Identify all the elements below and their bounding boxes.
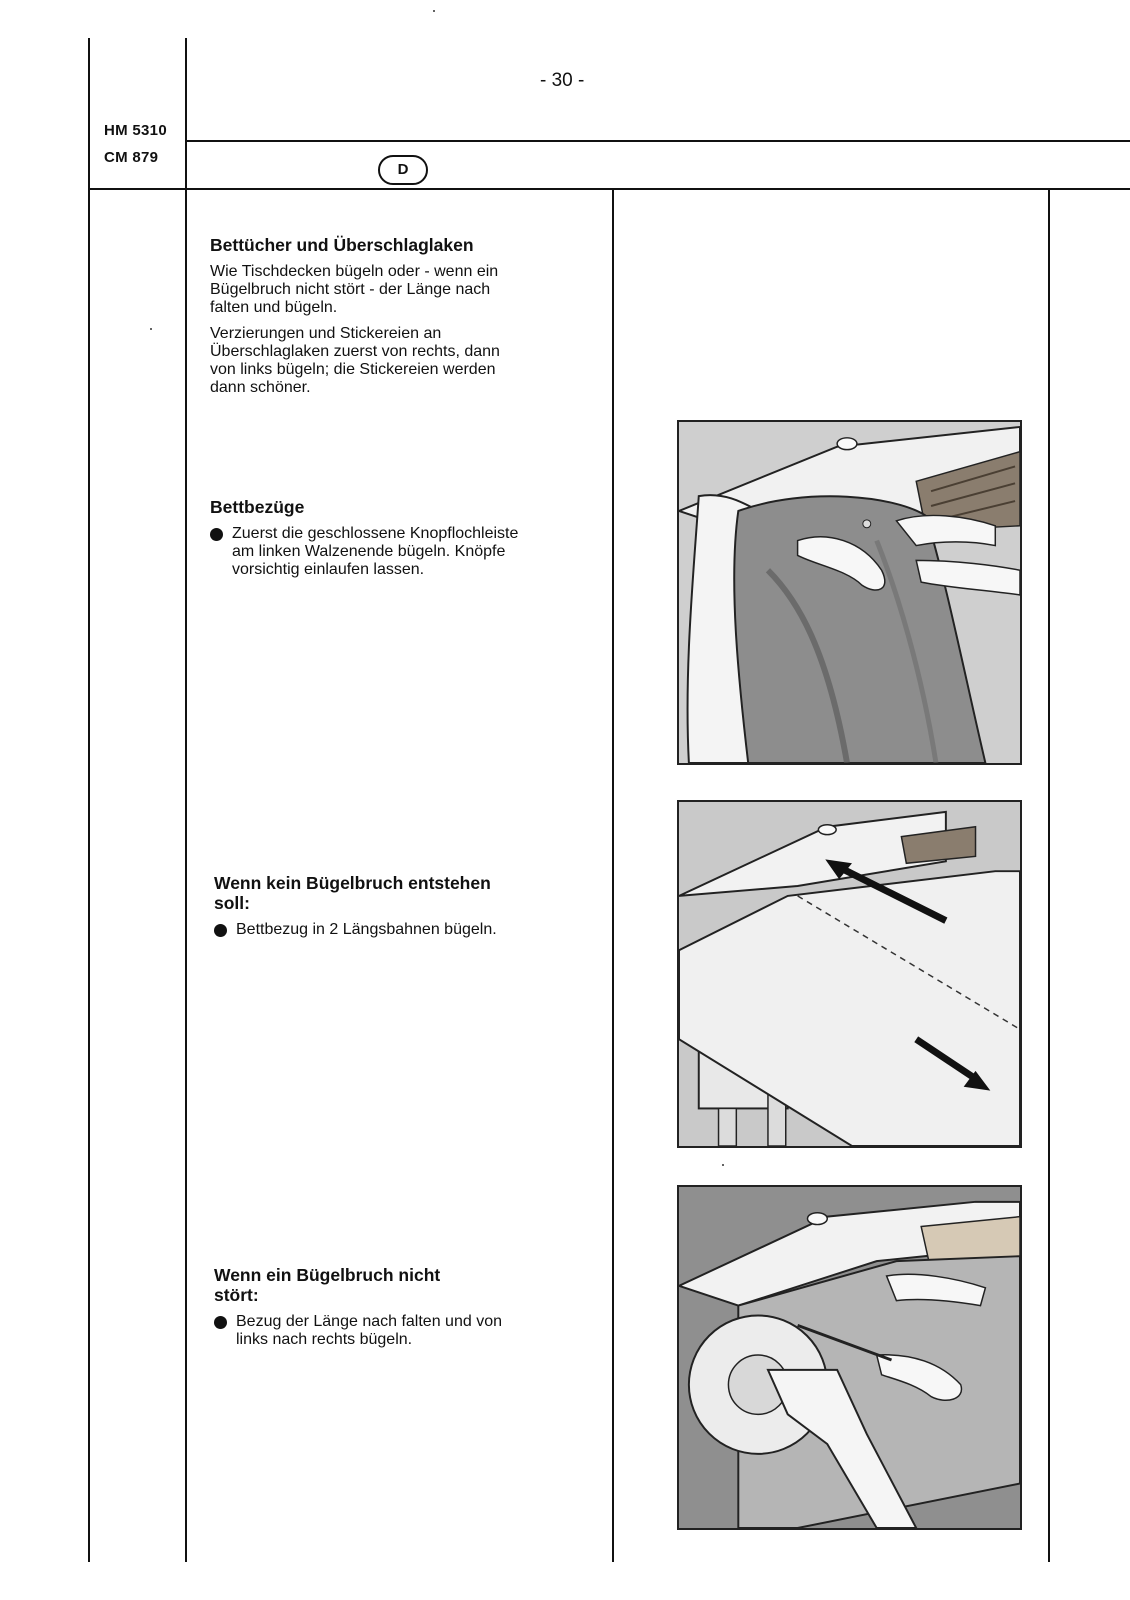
model-code: HM 5310 — [104, 122, 167, 139]
model-code: CM 879 — [104, 149, 159, 166]
scan-speck — [433, 10, 435, 12]
header-rule — [185, 140, 1130, 142]
body-paragraph: Verzierungen und Stickereien an Überschlaglaken zuerst von rechts, dann von links bügeln; die Stickereien werden dann schöner. — [210, 325, 500, 396]
section-heading: Wenn kein Bügelbruch entstehen soll: — [214, 873, 491, 913]
bullet-item — [214, 1313, 526, 1349]
frame-left-line — [88, 38, 90, 1562]
bullet-item — [210, 525, 532, 579]
ironing-folded-cover-illustration — [679, 1187, 1020, 1528]
frame-divider-line — [185, 38, 187, 1562]
scan-speck — [150, 328, 152, 330]
figure-folded-cover — [677, 1185, 1022, 1530]
section-heading: Bettbezüge — [210, 497, 305, 517]
bullet-icon — [214, 924, 227, 937]
bullet-icon — [214, 1316, 227, 1329]
section-heading: Wenn ein Bügelbruch nicht stört: — [214, 1265, 441, 1305]
section-duvet-covers — [210, 497, 525, 579]
section-no-crease — [214, 873, 529, 939]
section-crease-ok — [214, 1265, 529, 1349]
section-sheets — [210, 235, 525, 405]
body-paragraph: Wie Tischdecken bügeln oder - wenn ein Bügelbruch nicht stört - der Länge nach falten und bügeln. — [210, 263, 499, 316]
bullet-text: Bettbezug in 2 Längsbahnen bügeln. — [236, 921, 497, 938]
section-heading: Bettücher und Überschlaglaken — [210, 235, 474, 255]
figure-duvet-buttons — [677, 420, 1022, 765]
bullet-text: Zuerst die geschlossene Knopflochleiste am linken Walzenende bügeln. Knöpfe vorsichtig einlaufen lassen. — [232, 525, 519, 578]
right-margin-line — [1048, 190, 1050, 1562]
figure-two-lanes — [677, 800, 1022, 1148]
bullet-item — [214, 921, 526, 939]
bullet-text: Bezug der Länge nach falten und von links nach rechts bügeln. — [236, 1313, 502, 1348]
header-bottom-rule — [88, 188, 1130, 190]
ironing-duvet-buttons-illustration — [679, 422, 1020, 763]
ironing-two-lanes-arrow-illustration — [679, 802, 1020, 1146]
scan-speck — [722, 1164, 724, 1166]
language-badge: D — [378, 155, 428, 185]
page-number: - 30 - — [540, 70, 585, 91]
bullet-icon — [210, 528, 223, 541]
column-divider-line — [612, 190, 614, 1562]
